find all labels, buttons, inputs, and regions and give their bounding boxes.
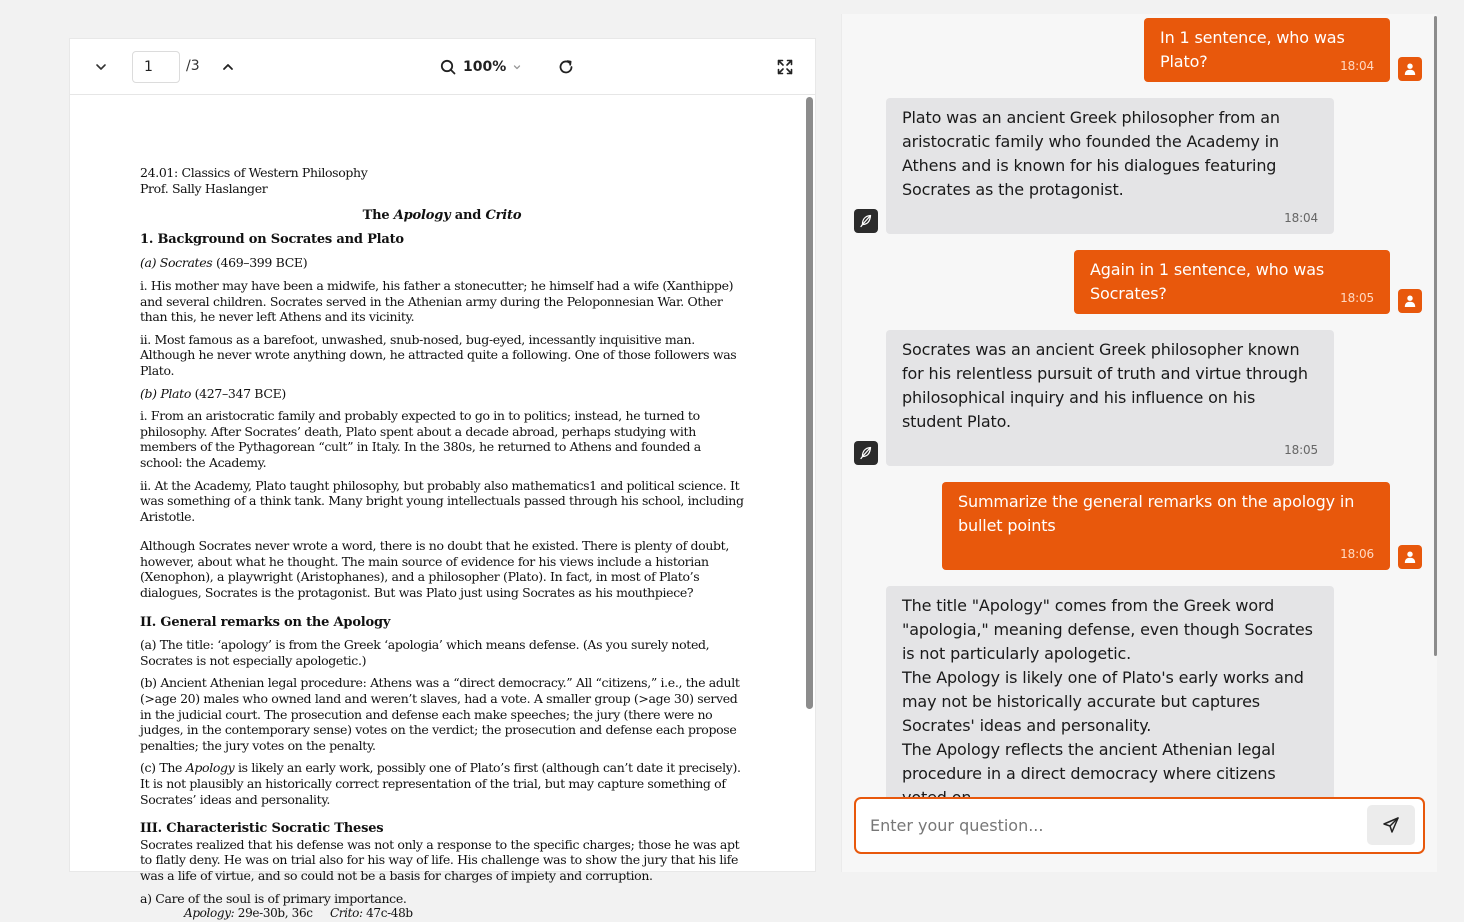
pdf-toolbar (70, 39, 815, 95)
user-message (1144, 18, 1390, 82)
assistant-message (886, 330, 1334, 466)
user-icon (1403, 294, 1417, 308)
search-icon (440, 59, 456, 75)
next-page-button[interactable] (88, 55, 114, 79)
chat-messages[interactable] (842, 14, 1438, 783)
user-avatar (1398, 545, 1422, 569)
reference-line: Apology: 29e-30b, 36c Crito: 47c-48b (184, 906, 413, 921)
subheading: (b) Plato (427–347 BCE) (140, 385, 286, 401)
paragraph: Socrates realized that his defense was not only a response to the specific charges; those he was apt to flatly deny. He was on trial also for his way of life. His challenge was to show the jury that his life was a life of virtue, and so could not be a basis for charges of impiety and corruption. (140, 836, 740, 883)
pdf-page-area[interactable] (70, 95, 815, 921)
course-line: 24.01: Classics of Western Philosophy (140, 165, 368, 180)
message-time: 18:06 (1340, 547, 1374, 561)
rotate-button[interactable] (554, 55, 578, 79)
feather-icon (859, 446, 873, 460)
section-heading: II. General remarks on the Apology (140, 614, 391, 630)
section-heading: 1. Background on Socrates and Plato (140, 231, 404, 247)
message-time: 18:04 (1340, 59, 1374, 73)
message-text: Summarize the general remarks on the apology in bullet points (958, 492, 1355, 535)
user-avatar (1398, 57, 1422, 81)
assistant-avatar (854, 209, 878, 233)
paragraph: i. His mother may have been a midwife, his father a stonecutter; he himself had a wife (Xanthippe) and several children. Socrates served in the Athenian army during the Peloponnesian War. Other than this, he never left Athens and its vicinity. (140, 277, 734, 325)
paragraph: i. From an aristocratic family and probably expected to go in to politics; instead, he turned to philosophy. After Socrates’ death, Plato spent about a decade abroad, perhaps studying with members of the Pythagorean “cult” in Italy. In the 380s, he returned to Athens and founded a school: the Academy. (140, 408, 701, 470)
user-icon (1403, 550, 1417, 564)
paragraph: (a) The title: ‘apology’ is from the Greek ‘apologia’ which means defense. (As you surely noted, Socrates is not especially apologetic.) (140, 637, 710, 668)
fullscreen-icon (777, 59, 793, 75)
paragraph: (b) Ancient Athenian legal procedure: Athens was a “direct democracy.” All “citizens,” i.e., the adult (>age 20) males who owned land and weren’t slaves, had a vote. A smaller group (>age 30) served in the judicial court. The prosecution and defense each make speeches; the jury (there were no judges, in the contemporary sense) votes on the verdict; the prosecution and defense each propose penalties; the jury votes on the penalty. (140, 675, 740, 753)
question-input-container (854, 797, 1425, 854)
paragraph: Although Socrates never wrote a word, there is no doubt that he existed. There is plenty of doubt, however, about what he thought. The main source of evidence for his views include a historian (Xenophon), a playwright (Aristophanes), and a philosopher (Plato). In fact, in most of Plato’s dialogues, Socrates is the protagonist. But was Plato just using Socrates as his mouthpiece? (140, 538, 729, 601)
message-time: 18:05 (1284, 443, 1318, 457)
send-icon (1382, 816, 1400, 834)
chevron-up-icon (221, 60, 235, 74)
list-item: a) Care of the soul is of primary importance. (140, 890, 407, 906)
message-text: Plato was an ancient Greek philosopher from an aristocratic family who founded the Academy in Athens and is known for his dialogues featuring Socrates as the protagonist. (902, 108, 1280, 199)
section-heading: III. Characteristic Socratic Theses (140, 821, 384, 837)
fullscreen-button[interactable] (773, 55, 797, 79)
document-title: The Apology and Crito (362, 208, 522, 224)
pdf-viewer (69, 38, 816, 921)
send-button[interactable] (1367, 805, 1415, 845)
page-number-input[interactable]: 1 (132, 51, 180, 83)
message-line: The title "Apology" comes from the Greek word "apologia," meaning defense, even though Socrates is not particularly apologetic. (902, 596, 1313, 663)
pdf-page (140, 165, 744, 922)
rotate-icon (557, 58, 575, 76)
previous-page-button[interactable] (215, 55, 241, 79)
professor-line: Prof. Sally Haslanger (140, 180, 268, 196)
paragraph: ii. Most famous as a barefoot, unwashed, snub-nosed, bug-eyed, incessantly inquisitive man. Although he never wrote anything down, he attracted quite a following. One of those followers was Plato. (140, 331, 737, 378)
assistant-message (886, 98, 1334, 234)
paragraph: ii. At the Academy, Plato taught philosophy, but probably also mathematics1 and political science. It was something of a think tank. Many bright young intellectuals passed through his school, including Aristotle. (140, 477, 744, 524)
message-text: Socrates was an ancient Greek philosopher known for his relentless pursuit of truth and virtue through philosophical inquiry and his influence on his student Plato. (902, 340, 1308, 431)
user-message (942, 482, 1390, 570)
zoom-level: 100% (463, 59, 507, 75)
pdf-scrollbar[interactable] (806, 97, 813, 709)
message-line: The Apology is likely one of Plato's early works and may not be historically accurate but captures Socrates' ideas and personality. (902, 668, 1304, 735)
assistant-message (886, 586, 1334, 806)
page-total: /3 (186, 58, 200, 74)
assistant-avatar (854, 441, 878, 465)
user-avatar (1398, 289, 1422, 313)
chat-panel (841, 14, 1437, 872)
chat-scrollbar[interactable] (1434, 16, 1437, 656)
message-line: The Apology reflects the ancient Athenian legal procedure in a direct democracy where citizens (902, 740, 1276, 783)
message-text: In 1 sentence, who was Plato? (1160, 28, 1345, 71)
user-message (1074, 250, 1390, 314)
message-text: Again in 1 sentence, who was Socrates? (1090, 260, 1325, 303)
zoom-dropdown[interactable] (440, 55, 522, 79)
subheading: (a) Socrates (469–399 BCE) (140, 255, 308, 271)
caret-down-icon (512, 62, 522, 72)
message-time: 18:04 (1284, 211, 1318, 225)
paragraph: (c) The Apology is likely an early work, possibly one of Plato’s first (although can’t date it precisely). It is not plausibly an historically correct representation of the trial, but may capture something of Socrates’ ideas and personality. (140, 760, 741, 807)
message-time: 18:05 (1340, 291, 1374, 305)
question-input[interactable] (870, 799, 1360, 852)
feather-icon (859, 214, 873, 228)
user-icon (1403, 62, 1417, 76)
chevron-down-icon (94, 60, 108, 74)
